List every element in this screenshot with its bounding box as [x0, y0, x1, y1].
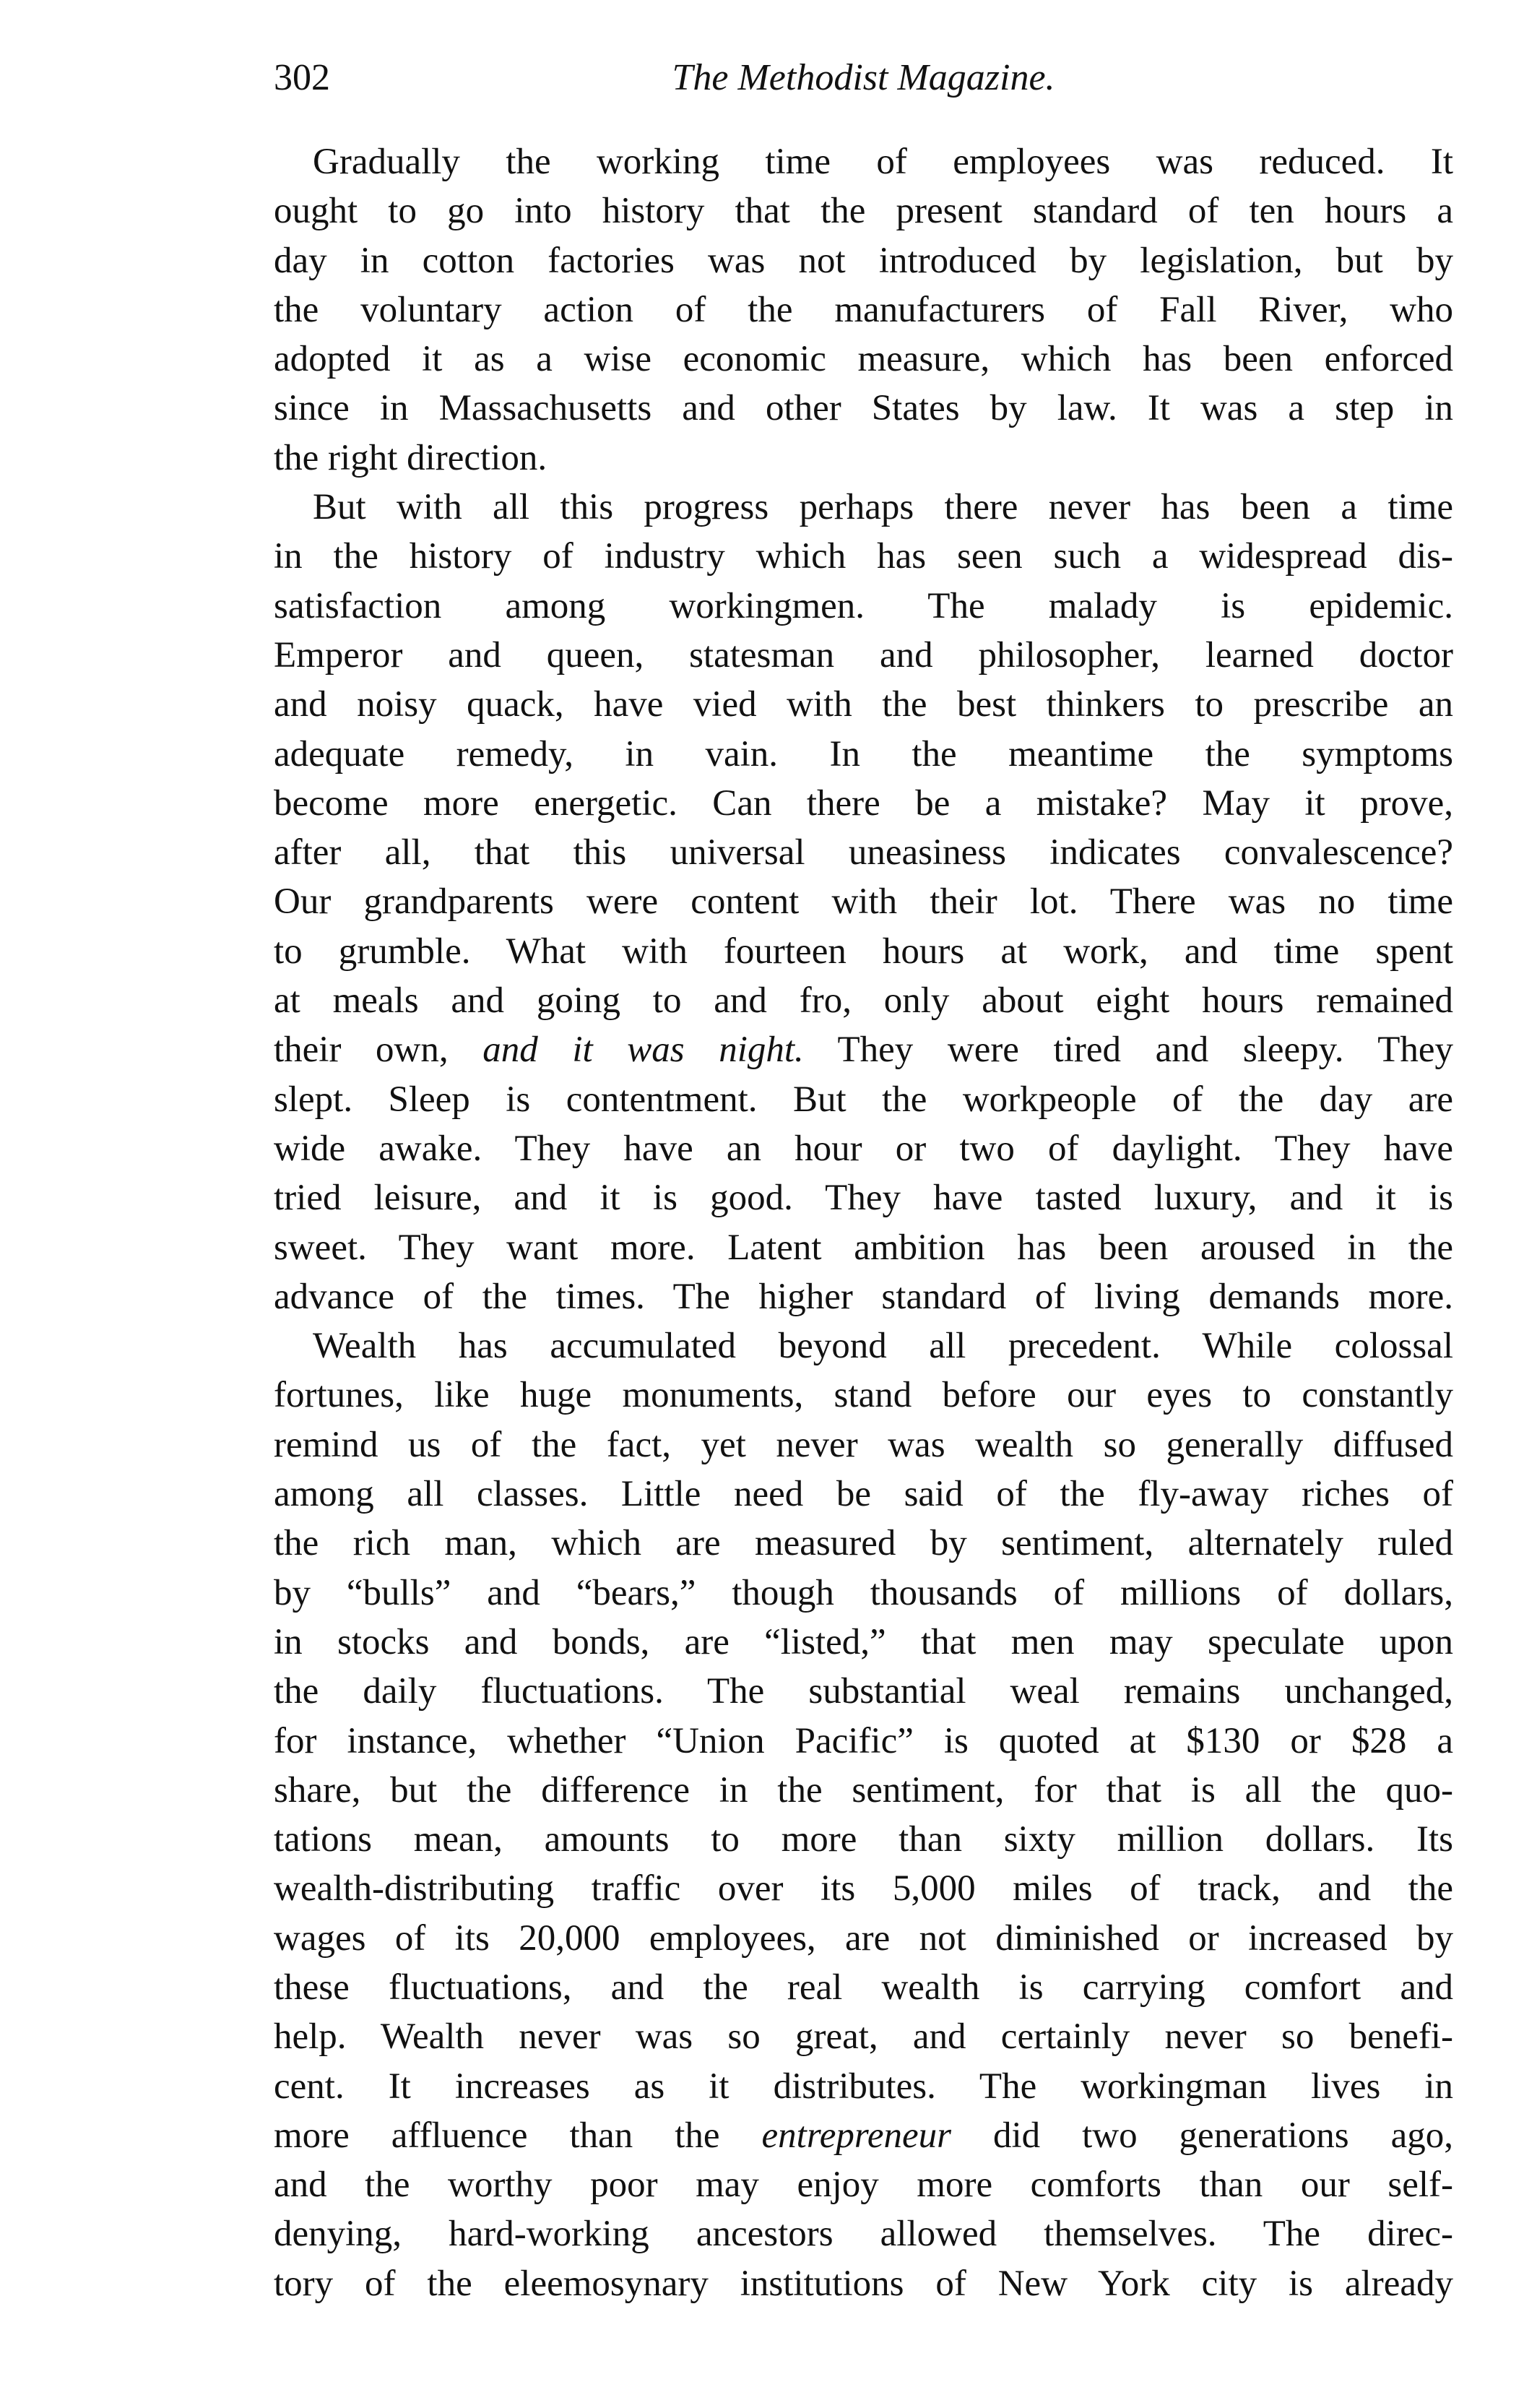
text-line	[274, 2259, 1453, 2308]
text-line	[274, 976, 1453, 1025]
text-segment: to grumble. What with fourteen hours at work, and time spent	[274, 931, 1453, 972]
text-segment: adopted it as a wise economic measure, which has been enforced	[274, 339, 1453, 380]
text-line	[274, 1864, 1453, 1913]
page-number: 302	[274, 57, 330, 98]
text-segment: share, but the difference in the sentiment, for that is all the quo-	[274, 1769, 1453, 1811]
text-segment: the right direction.	[274, 437, 547, 478]
text-line	[274, 927, 1453, 976]
text-line	[274, 1075, 1453, 1124]
text-segment: the daily fluctuations. The substantial weal remains unchanged,	[274, 1671, 1453, 1712]
text-line	[274, 779, 1453, 828]
text-line	[274, 680, 1453, 729]
text-line	[274, 877, 1453, 926]
text-segment: Gradually the working time of employees was reduced. It	[313, 142, 1453, 182]
text-segment: adequate remedy, in vain. In the meantime the symptoms	[274, 733, 1453, 774]
text-segment: did two generations ago,	[951, 2115, 1453, 2156]
text-line	[274, 1914, 1453, 1963]
body-text	[274, 137, 1453, 2308]
text-segment: since in Massachusetts and other States by law. It was a step in	[274, 388, 1453, 429]
text-line	[274, 532, 1453, 581]
text-segment: tried leisure, and it is good. They have tasted luxury, and it is	[274, 1178, 1453, 1219]
text-segment: the voluntary action of the manufacturers of Fall River, who	[274, 289, 1453, 330]
text-line	[274, 1963, 1453, 2012]
text-segment: But with all this progress perhaps there never has been a time	[313, 487, 1453, 528]
text-segment: Emperor and queen, statesman and philosopher, learned doctor	[274, 634, 1453, 676]
text-line	[274, 335, 1453, 384]
text-segment: cent. It increases as it distributes. The workingman lives in	[274, 2066, 1453, 2107]
text-line	[274, 828, 1453, 877]
text-line	[274, 730, 1453, 779]
text-segment: after all, that this universal uneasiness indicates convalescence?	[274, 832, 1453, 873]
text-segment: tory of the eleemosynary institutions of New York city is already	[274, 2263, 1453, 2304]
text-segment: the rich man, which are measured by sentiment, alternately ruled	[274, 1523, 1453, 1564]
text-line	[274, 433, 1453, 483]
text-segment: among all classes. Little need be said of the fly-away riches of	[274, 1474, 1453, 1515]
italic-text: entrepreneur	[761, 2115, 951, 2156]
text-segment: slept. Sleep is contentment. But the workpeople of the day are	[274, 1079, 1453, 1120]
text-line	[274, 1470, 1453, 1519]
text-segment: advance of the times. The higher standard of living demands more.	[274, 1276, 1453, 1317]
text-segment: at meals and going to and fro, only about eight hours remained	[274, 980, 1453, 1022]
text-line	[274, 1025, 1453, 1074]
italic-text: and it was night.	[482, 1030, 804, 1071]
text-line	[274, 1717, 1453, 1766]
text-line	[274, 1321, 1453, 1371]
text-line	[274, 631, 1453, 680]
text-line	[274, 483, 1453, 532]
text-line	[274, 137, 1453, 186]
text-line	[274, 2062, 1453, 2111]
text-segment: for instance, whether “Union Pacific” is quoted at $130 or $28 a	[274, 1720, 1453, 1761]
text-segment: more affluence than the	[274, 2115, 762, 2156]
text-line	[274, 1766, 1453, 1815]
text-segment: remind us of the fact, yet never was wealth so generally diffused	[274, 1424, 1453, 1465]
text-line	[274, 285, 1453, 335]
text-segment: by “bulls” and “bears,” though thousands of millions of dollars,	[274, 1572, 1453, 1613]
text-segment: wealth-distributing traffic over its 5,000 miles of track, and the	[274, 1868, 1453, 1909]
text-segment: satisfaction among workingmen. The malady is epidemic.	[274, 585, 1453, 626]
text-line	[274, 186, 1453, 236]
text-segment: wages of its 20,000 employees, are not diminished or increased by	[274, 1917, 1453, 1959]
text-line	[274, 1667, 1453, 1716]
text-segment: denying, hard-working ancestors allowed themselves. The direc-	[274, 2214, 1453, 2255]
text-segment: Our grandparents were content with their lot. There was no time	[274, 881, 1453, 923]
text-segment: help. Wealth never was so great, and certainly never so benefi-	[274, 2016, 1453, 2058]
text-line	[274, 1568, 1453, 1618]
text-segment: their own,	[274, 1030, 483, 1071]
text-line	[274, 1519, 1453, 1568]
text-line	[274, 1173, 1453, 1222]
text-segment: fortunes, like huge monuments, stand before our eyes to constantly	[274, 1375, 1453, 1416]
text-line	[274, 2209, 1453, 2258]
text-segment: become more energetic. Can there be a mistake? May it prove,	[274, 782, 1453, 824]
running-header	[274, 56, 1453, 107]
text-segment: and the worthy poor may enjoy more comforts than our self-	[274, 2165, 1453, 2206]
text-segment: They were tired and sleepy. They	[803, 1030, 1454, 1071]
text-segment: day in cotton factories was not introduced by legislation, but by	[274, 240, 1453, 281]
text-line	[274, 2012, 1453, 2061]
text-line	[274, 582, 1453, 631]
text-segment: tations mean, amounts to more than sixty million dollars. Its	[274, 1819, 1453, 1860]
text-line	[274, 1272, 1453, 1321]
text-line	[274, 2111, 1453, 2160]
running-title: The Methodist Magazine.	[672, 57, 1055, 98]
text-line	[274, 1815, 1453, 1864]
text-segment: sweet. They want more. Latent ambition has been aroused in the	[274, 1227, 1453, 1268]
text-line	[274, 2160, 1453, 2209]
text-line	[274, 1618, 1453, 1667]
text-line	[274, 236, 1453, 285]
text-line	[274, 384, 1453, 433]
text-segment: ought to go into history that the present standard of ten hours a	[274, 191, 1453, 232]
text-segment: wide awake. They have an hour or two of daylight. They have	[274, 1128, 1453, 1169]
text-line	[274, 1223, 1453, 1272]
text-segment: and noisy quack, have vied with the best thinkers to prescribe an	[274, 684, 1453, 725]
text-line	[274, 1420, 1453, 1470]
text-segment: these fluctuations, and the real wealth is carrying comfort and	[274, 1967, 1453, 2008]
text-segment: in the history of industry which has seen such a widespread dis-	[274, 536, 1453, 577]
text-segment: in stocks and bonds, are “listed,” that men may speculate upon	[274, 1621, 1453, 1662]
text-line	[274, 1124, 1453, 1173]
text-line	[274, 1371, 1453, 1420]
text-segment: Wealth has accumulated beyond all precedent. While colossal	[313, 1326, 1453, 1367]
